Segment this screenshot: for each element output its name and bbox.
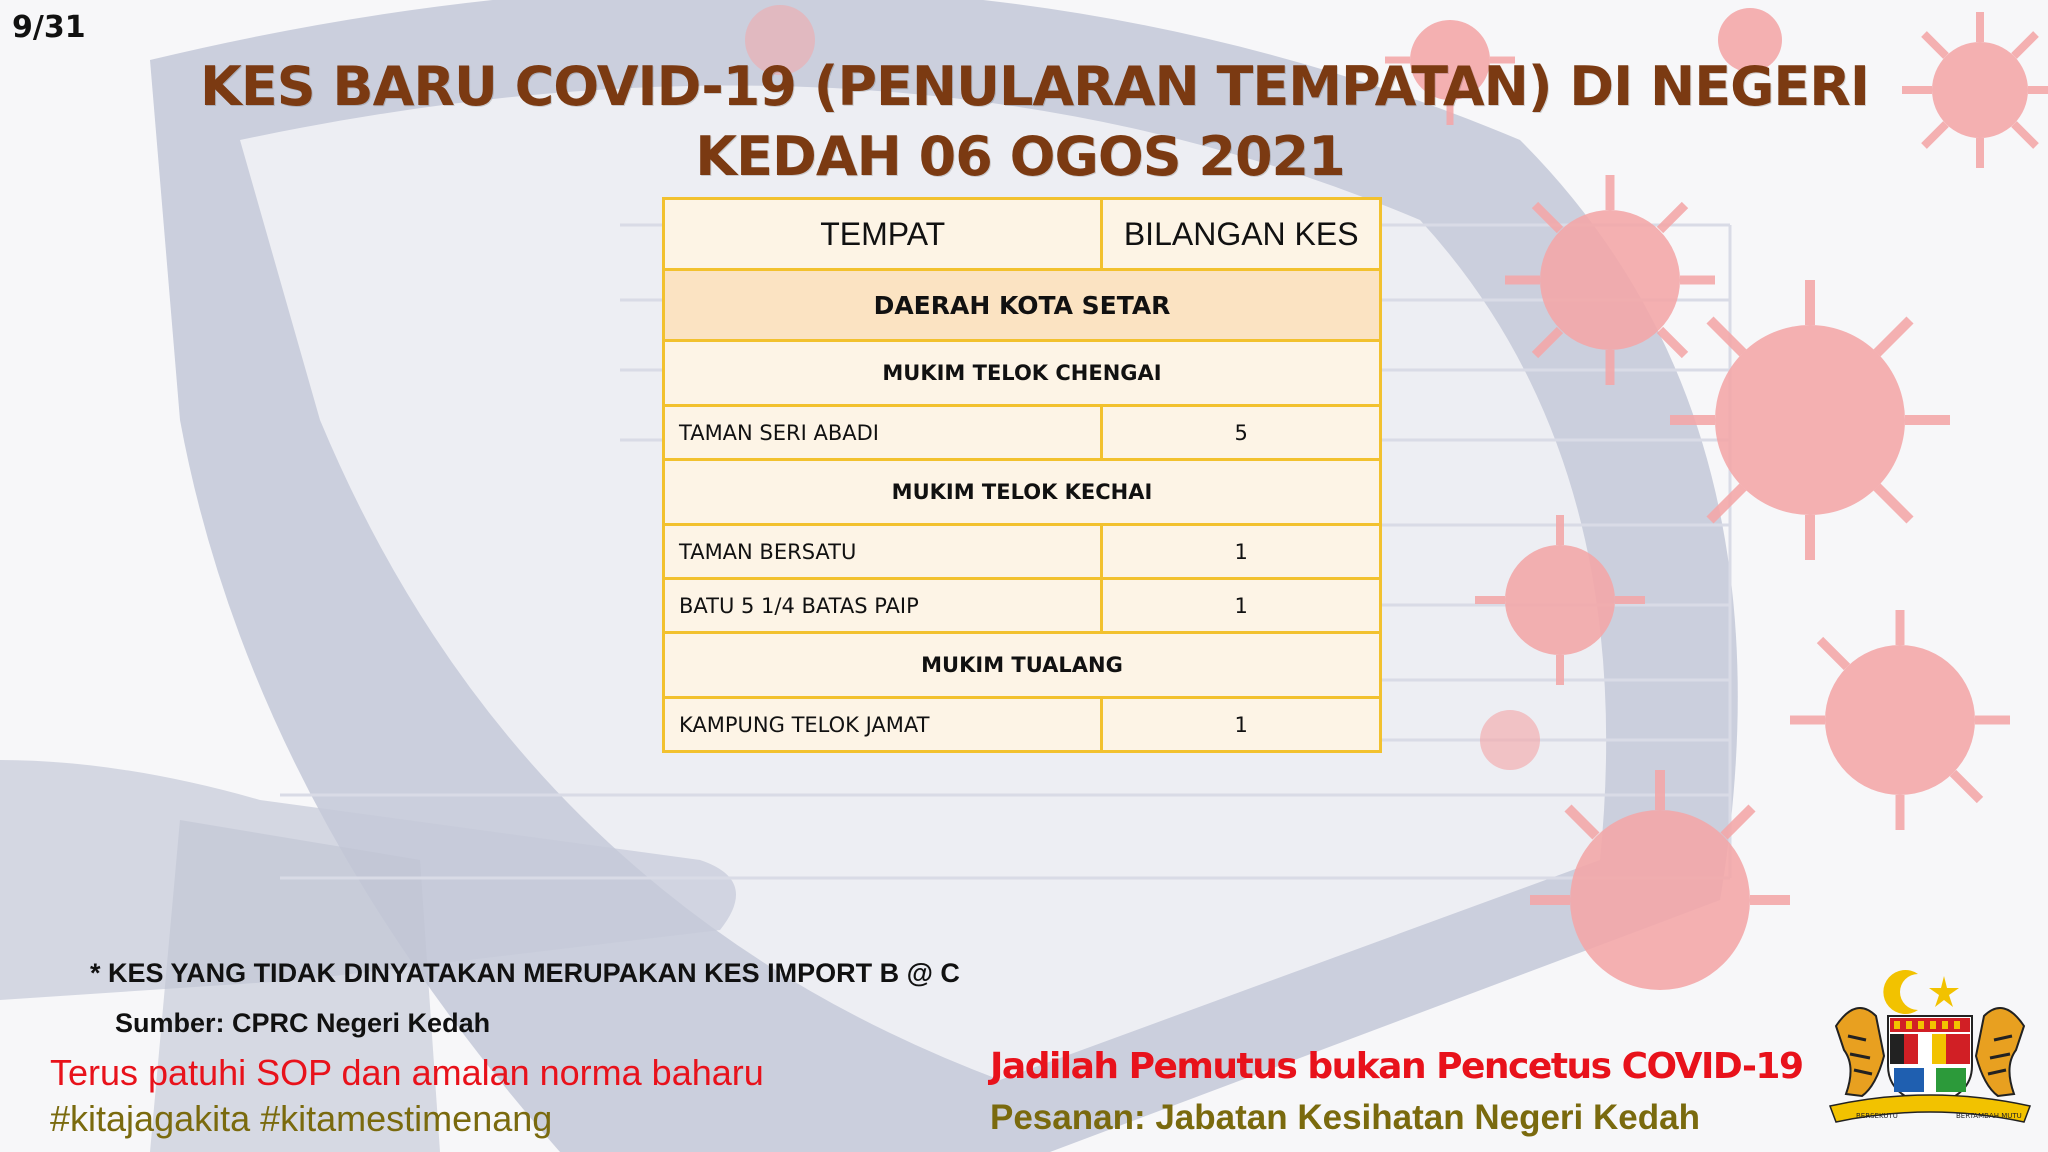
mukim-row xyxy=(664,460,1381,525)
mukim-row xyxy=(664,633,1381,698)
hashtags: #kitajagakita #kitamestimenang xyxy=(50,1098,553,1139)
place-cell: TAMAN BERSATU xyxy=(664,525,1102,579)
title-line-1: KES BARU COVID-19 (PENULARAN TEMPATAN) DI NEGERI xyxy=(200,55,1869,118)
header-place: TEMPAT xyxy=(664,199,1102,270)
message-credit: Pesanan: Jabatan Kesihatan Negeri Kedah xyxy=(990,1098,1700,1137)
mukim-row xyxy=(664,341,1381,406)
count-cell: 1 xyxy=(1102,579,1381,633)
table-row xyxy=(664,579,1381,633)
crest-banner-left: BERSEKUTU xyxy=(1856,1112,1898,1120)
header-count: BILANGAN KES xyxy=(1102,199,1381,270)
district-name: DAERAH KOTA SETAR xyxy=(664,270,1381,341)
table-row xyxy=(664,406,1381,460)
place-cell: KAMPUNG TELOK JAMAT xyxy=(664,698,1102,752)
source-credit: Sumber: CPRC Negeri Kedah xyxy=(115,1008,491,1038)
place-cell: BATU 5 1/4 BATAS PAIP xyxy=(664,579,1102,633)
page-title xyxy=(200,52,1869,192)
cases-table xyxy=(662,197,1382,753)
table-row xyxy=(664,525,1381,579)
district-row xyxy=(664,270,1381,341)
place-cell: TAMAN SERI ABADI xyxy=(664,406,1102,460)
title-line-2: KEDAH 06 OGOS 2021 xyxy=(695,125,1345,188)
count-cell: 1 xyxy=(1102,698,1381,752)
table-header-row xyxy=(664,199,1381,270)
footnote: * KES YANG TIDAK DINYATAKAN MERUPAKAN KES IMPORT B @ C xyxy=(90,958,960,988)
count-cell: 5 xyxy=(1102,406,1381,460)
mukim-name: MUKIM TELOK CHENGAI xyxy=(664,341,1381,406)
coat-of-arms-icon xyxy=(1826,966,2034,1126)
table-row xyxy=(664,698,1381,752)
sop-reminder: Terus patuhi SOP dan amalan norma baharu xyxy=(50,1052,764,1093)
slide-counter: 9/31 xyxy=(12,10,86,45)
mukim-name: MUKIM TUALANG xyxy=(664,633,1381,698)
slogan: Jadilah Pemutus bukan Pencetus COVID-19 xyxy=(990,1046,1803,1087)
count-cell: 1 xyxy=(1102,525,1381,579)
mukim-name: MUKIM TELOK KECHAI xyxy=(664,460,1381,525)
crest-banner-right: BERTAMBAH MUTU xyxy=(1956,1112,2022,1120)
